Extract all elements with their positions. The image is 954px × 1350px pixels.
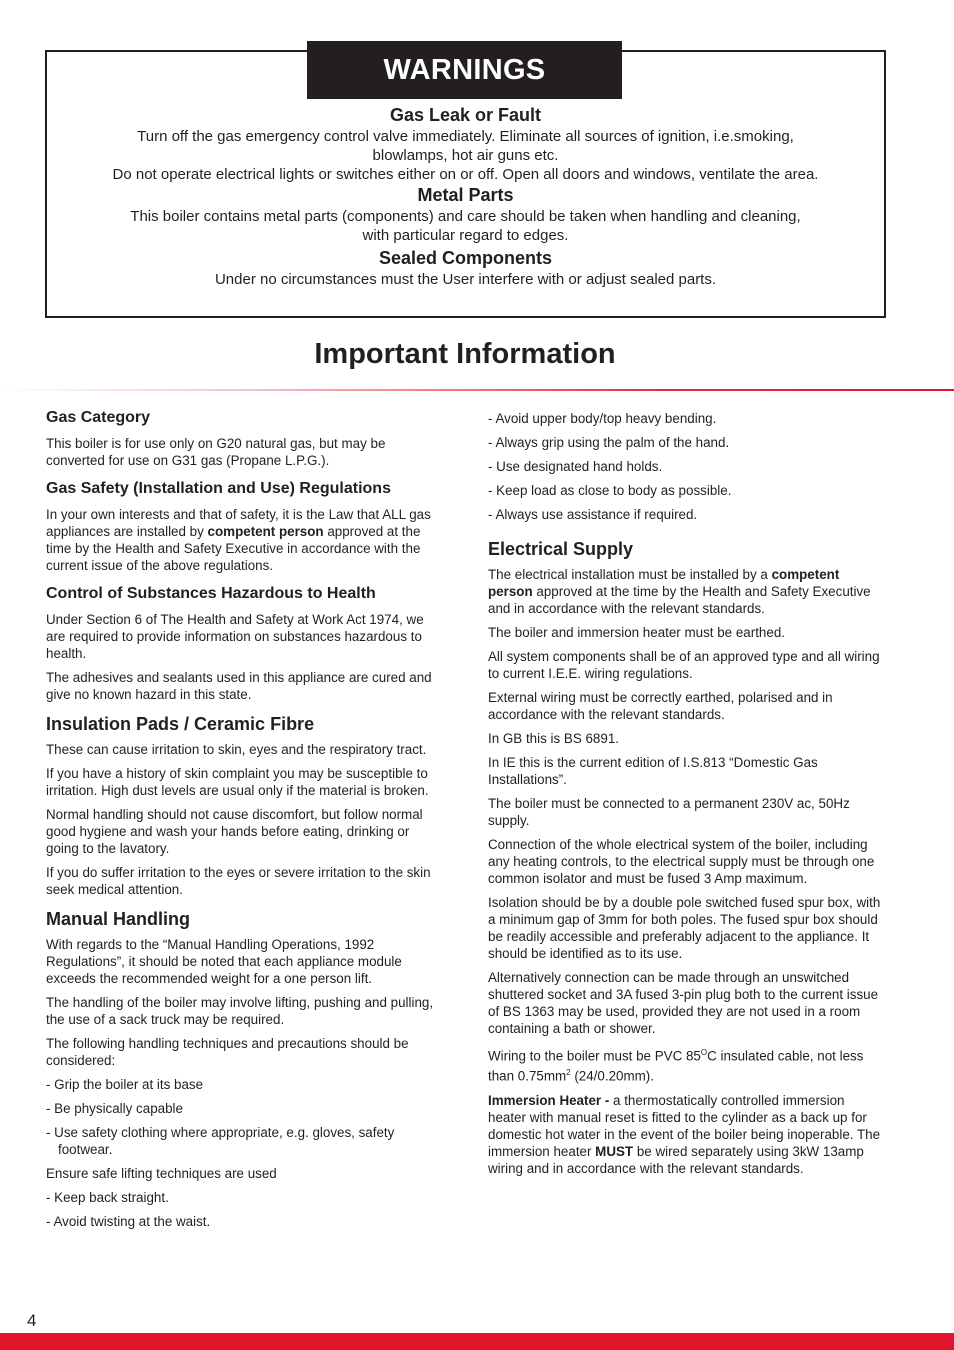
list-item: - Always grip using the palm of the hand.	[488, 435, 730, 450]
manual-handling-text: With regards to the “Manual Handling Operations, 1992 Regulations”, it should be noted that each appliance module exceeds the recommended weight for a one person lift.	[46, 937, 402, 986]
metal-parts-line: with particular regard to edges.	[362, 227, 569, 244]
list-item: - Avoid upper body/top heavy bending.	[488, 411, 717, 426]
gas-category-text: This boiler is for use only on G20 natural gas, but may be converted for use on G31 gas (Propane L.P.G.).	[46, 436, 386, 468]
manual-handling-text: Ensure safe lifting techniques are used	[46, 1166, 277, 1181]
gas-leak-line: Do not operate electrical lights or switches either on or off. Open all doors and windows, ventilate the area.	[112, 166, 819, 183]
page-title: Important Information	[314, 338, 616, 370]
list-item: - Keep load as close to body as possible.	[488, 483, 732, 498]
electrical-text: The boiler and immersion heater must be earthed.	[488, 625, 785, 640]
list-item: - Avoid twisting at the waist.	[46, 1214, 211, 1229]
electrical-text: All system components shall be of an approved type and all wiring to current I.E.E. wiring regulations.	[488, 649, 880, 681]
electrical-text: Wiring to the boiler must be PVC $85^OC$ insulated cable, not less than $0.75mm^2$ (24/0.20mm).	[488, 1048, 864, 1084]
coshh-heading: Control of Substances Hazardous to Health	[46, 585, 376, 602]
gas-category-heading: Gas Category	[46, 409, 151, 426]
sealed-components-heading: Sealed Components	[378, 248, 553, 268]
electrical-text: The electrical installation must be installed by a competent person approved at the time by the Health and Safety Executive and in accordance with the relevant standards.	[488, 567, 871, 616]
coshh-text: Under Section 6 of The Health and Safety at Work Act 1974, we are required to provide information on substances hazardous to health.	[46, 612, 424, 661]
right-column	[488, 410, 883, 1184]
insulation-text: Normal handling should not cause discomfort, but follow normal good hygiene and wash your hands before eating, drinking or going to the lavatory.	[46, 807, 423, 856]
gas-leak-heading: Gas Leak or Fault	[389, 105, 542, 125]
insulation-heading: Insulation Pads / Ceramic Fibre	[46, 714, 315, 734]
list-item: - Always use assistance if required.	[488, 507, 698, 522]
gas-leak-line: blowlamps, hot air guns etc.	[372, 147, 559, 164]
gas-safety-text: In your own interests and that of safety, it is the Law that ALL gas appliances are installed by competent person approved at the time by the Health and Safety Executive in accordance with the current issue of the above regulations.	[46, 507, 431, 573]
manual-handling-text: The handling of the boiler may involve lifting, pushing and pulling, the use of a sack truck may be required.	[46, 995, 434, 1027]
gas-leak-line: Turn off the gas emergency control valve immediately. Eliminate all sources of ignition, i.e.smoking,	[137, 128, 794, 145]
list-item: - Keep back straight.	[46, 1190, 169, 1205]
coshh-text: The adhesives and sealants used in this appliance are cured and give no known hazard in this state.	[46, 670, 432, 702]
electrical-text: Alternatively connection can be made through an unswitched shuttered socket and 3A fused 3-pin plug both to the current issue of BS 1363 may be used, provided they are not used in a room containing a bath or shower.	[488, 970, 879, 1036]
metal-parts-line: This boiler contains metal parts (components) and care should be taken when handling and cleaning,	[130, 208, 801, 225]
gas-safety-heading: Gas Safety (Installation and Use) Regulations	[46, 480, 391, 497]
insulation-text: If you do suffer irritation to the eyes or severe irritation to the skin seek medical attention.	[46, 865, 431, 897]
electrical-text: In GB this is BS 6891.	[488, 731, 619, 746]
metal-parts-heading: Metal Parts	[417, 185, 514, 205]
section-divider	[0, 389, 954, 391]
page-number: 4	[27, 1311, 37, 1330]
insulation-text: These can cause irritation to skin, eyes and the respiratory tract.	[46, 742, 427, 757]
list-item: - Grip the boiler at its base	[46, 1077, 204, 1092]
sealed-components-line: Under no circumstances must the User interfere with or adjust sealed parts.	[214, 271, 717, 288]
electrical-text: The boiler must be connected to a permanent 230V ac, 50Hz supply.	[488, 796, 850, 828]
immersion-heater-text: Immersion Heater - a thermostatically controlled immersion heater with manual reset is fitted to the cylinder as a back up for domestic hot water in the event of the boiler being inoperable. The immersion heater MUST be wired separately using 3kW 13amp wiring and in accordance with the relevant standards.	[488, 1092, 881, 1176]
list-item: - Use designated hand holds.	[488, 459, 663, 474]
warnings-content	[47, 104, 884, 289]
electrical-text: Connection of the whole electrical system of the boiler, including any heating controls, to the electrical supply must be through one common isolator and must be fused 3 Amp maximum.	[488, 837, 875, 886]
manual-handling-text: The following handling techniques and precautions should be considered:	[46, 1036, 409, 1068]
insulation-text: If you have a history of skin complaint you may be susceptible to irritation. High dust levels are usual only if the material is broken.	[46, 766, 429, 798]
electrical-text: External wiring must be correctly earthed, polarised and in accordance with the relevant standards.	[488, 690, 833, 722]
warnings-title: WARNINGS	[307, 41, 622, 99]
electrical-text: Isolation should be by a double pole switched fused spur box, with a minimum gap of 3mm for both poles. The fused spur box should be readily accessible and preferably adjacent to the appliance. It should be identified as to its use.	[488, 895, 881, 961]
electrical-text: In IE this is the current edition of I.S.813 “Domestic Gas Installations”.	[488, 755, 818, 787]
manual-handling-heading: Manual Handling	[46, 909, 190, 929]
list-item: - Be physically capable	[46, 1101, 183, 1116]
list-item: - Use safety clothing where appropriate, e.g. gloves, safety footwear.	[46, 1125, 395, 1157]
footer-bar	[0, 1333, 954, 1350]
left-column	[46, 408, 444, 1237]
electrical-supply-heading: Electrical Supply	[488, 539, 634, 559]
